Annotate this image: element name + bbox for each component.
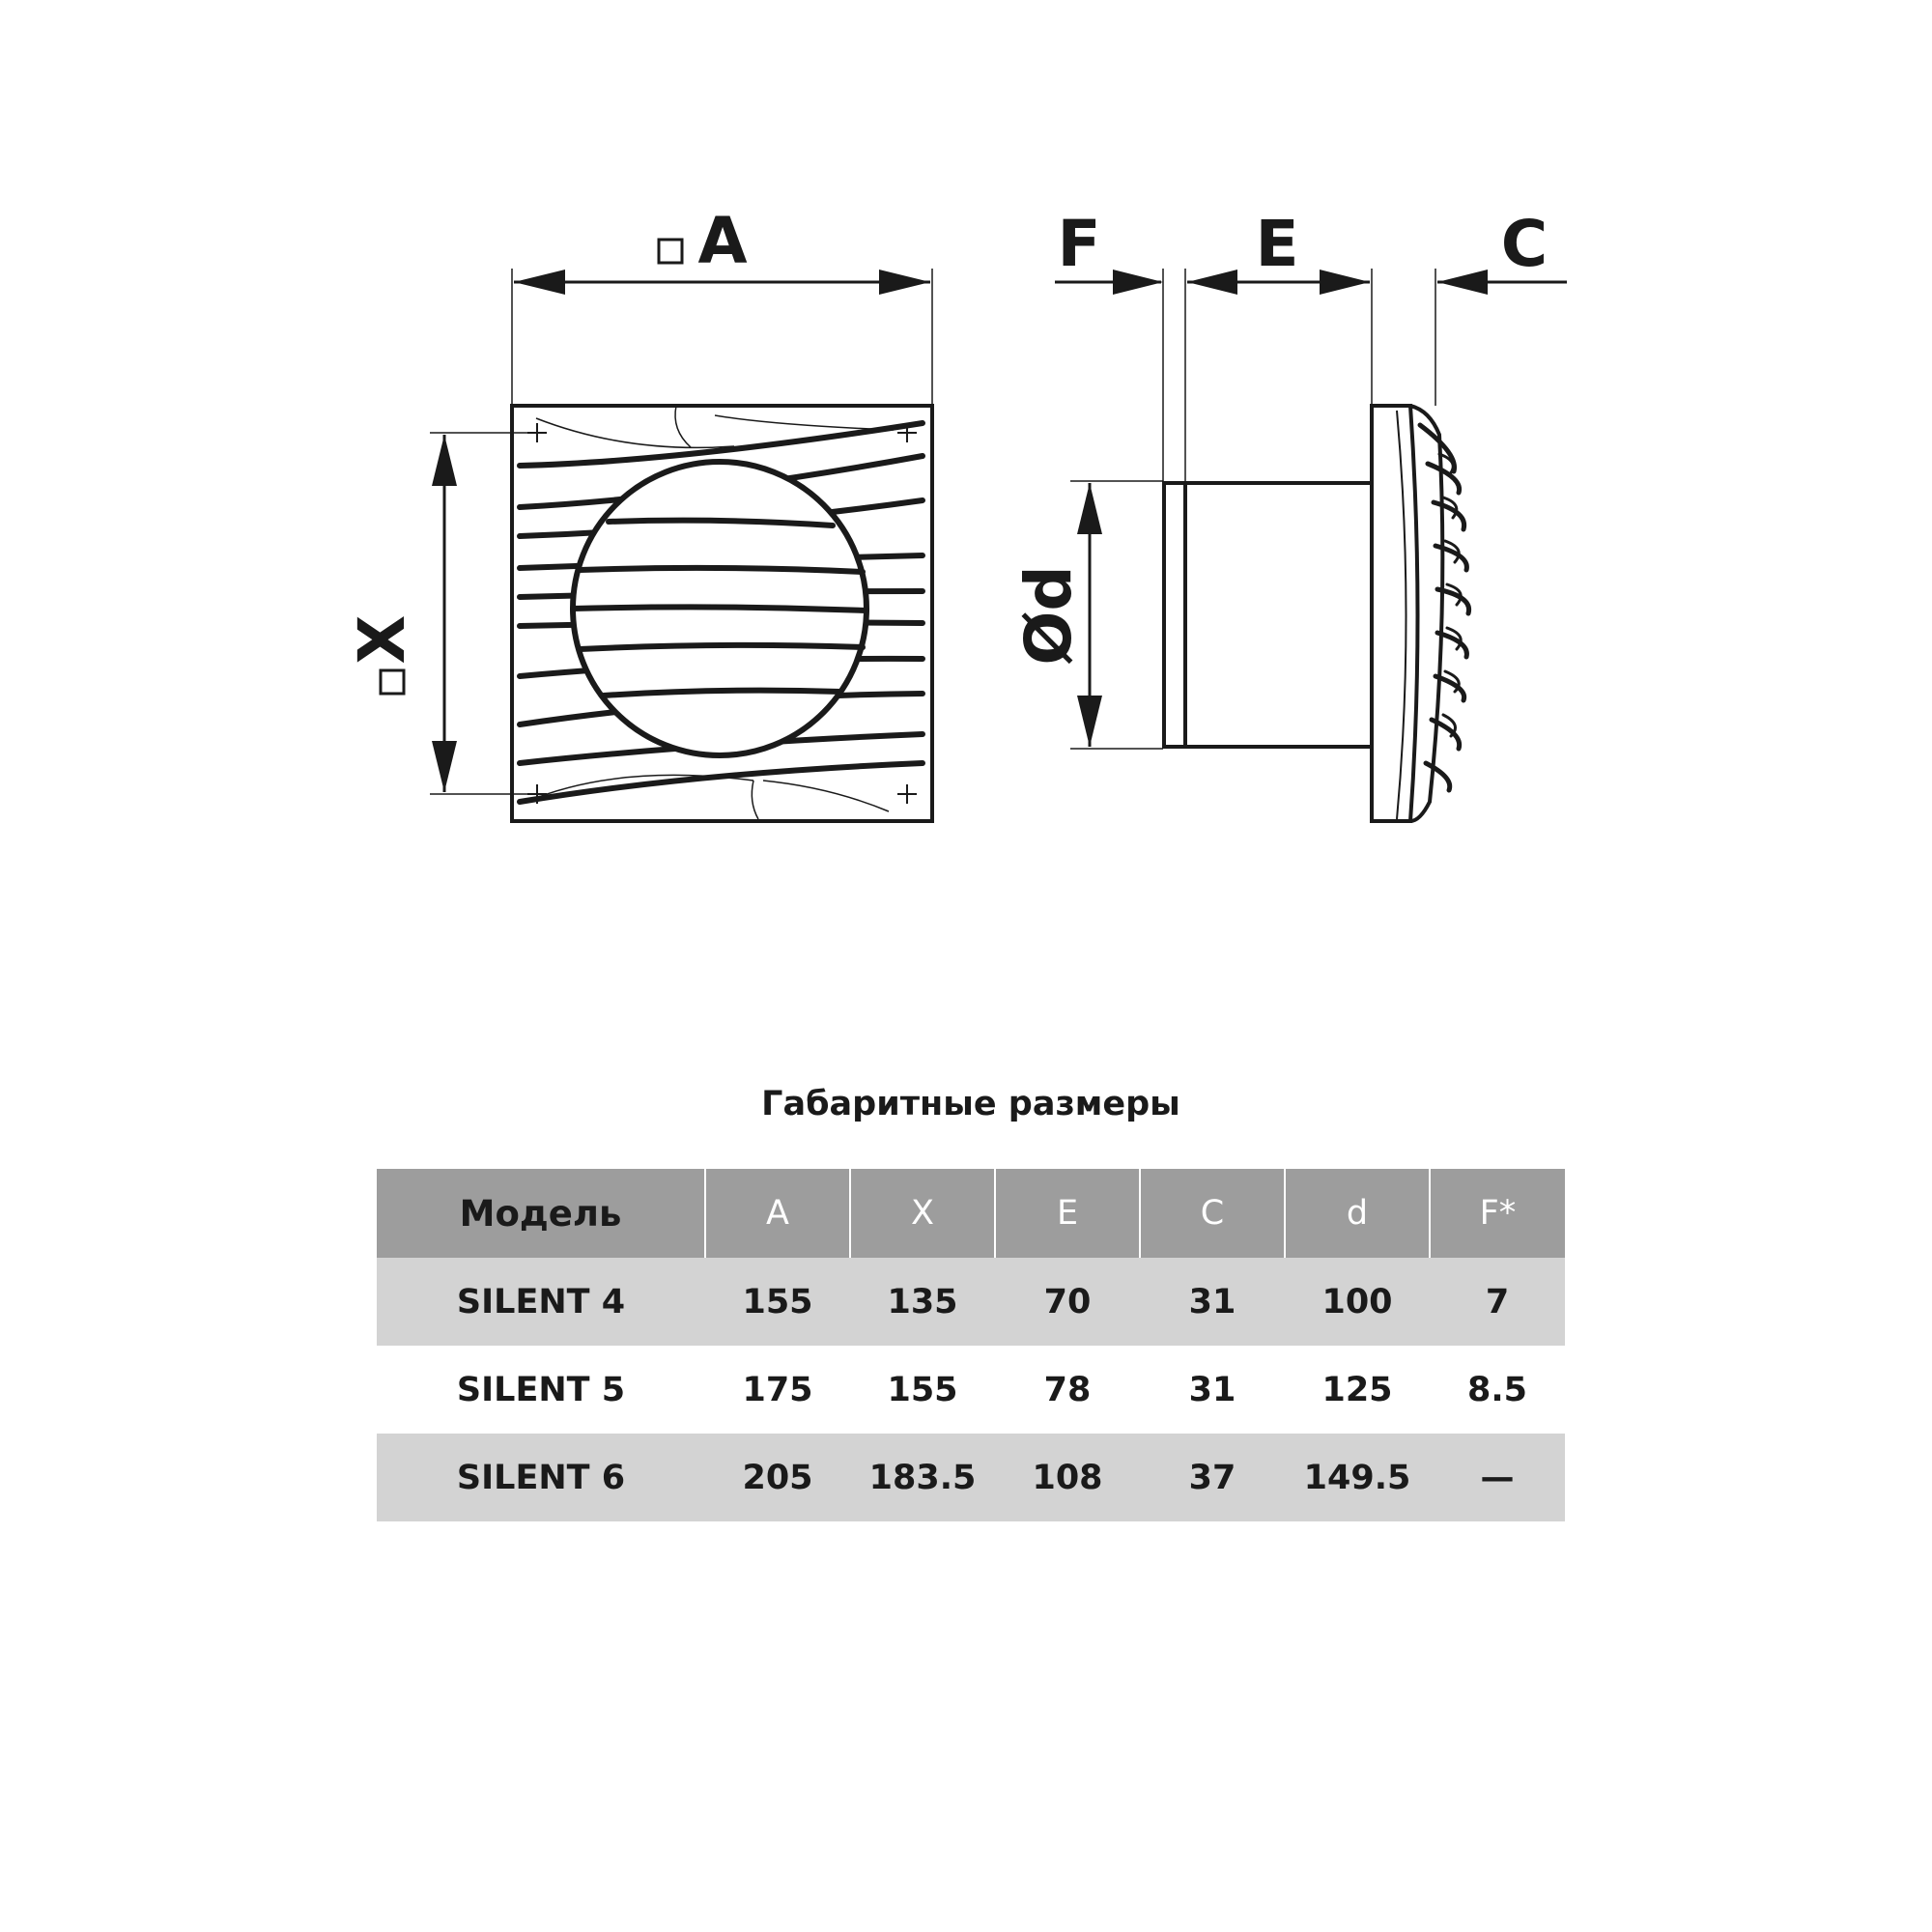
front-plate-profile: [1372, 406, 1418, 821]
table-row: [377, 1258, 1565, 1346]
cell-f: 8.5: [1430, 1346, 1565, 1434]
side-view: [1055, 269, 1567, 821]
dimensions-table: [377, 1169, 1565, 1521]
cell-x: 135: [850, 1258, 995, 1346]
cell-model: SILENT 4: [377, 1258, 705, 1346]
cell-e: 108: [995, 1434, 1140, 1521]
duct-collar: [1164, 483, 1185, 747]
front-view: [430, 269, 932, 821]
cell-model: SILENT 5: [377, 1346, 705, 1434]
header-d: d: [1285, 1169, 1430, 1258]
header-e: E: [995, 1169, 1140, 1258]
cell-model: SILENT 6: [377, 1434, 705, 1521]
cell-x: 155: [850, 1346, 995, 1434]
cell-a: 155: [705, 1258, 850, 1346]
cell-c: 31: [1140, 1258, 1285, 1346]
header-c: C: [1140, 1169, 1285, 1258]
header-f: F*: [1430, 1169, 1565, 1258]
cell-f: —: [1430, 1434, 1565, 1521]
table-row: [377, 1434, 1565, 1521]
label-f: F: [1057, 207, 1101, 281]
cell-e: 78: [995, 1346, 1140, 1434]
table-row: [377, 1346, 1565, 1434]
duct-body: [1185, 483, 1372, 747]
label-a: [659, 204, 748, 278]
cell-f: 7: [1430, 1258, 1565, 1346]
cell-x: 183.5: [850, 1434, 995, 1521]
header-x: X: [850, 1169, 995, 1258]
cell-d: 149.5: [1285, 1434, 1430, 1521]
table-header-row: [377, 1169, 1565, 1258]
label-d: Ød: [1011, 565, 1086, 666]
cell-c: 31: [1140, 1346, 1285, 1434]
cell-d: 100: [1285, 1258, 1430, 1346]
table-title: Габаритные размеры: [761, 1085, 1180, 1123]
label-c: C: [1500, 207, 1548, 281]
label-x-text: X: [345, 614, 419, 665]
cell-e: 70: [995, 1258, 1140, 1346]
label-e: E: [1255, 207, 1299, 281]
cell-a: 205: [705, 1434, 850, 1521]
label-x: [345, 615, 419, 694]
cell-a: 175: [705, 1346, 850, 1434]
cell-c: 37: [1140, 1434, 1285, 1521]
header-model: Модель: [377, 1169, 705, 1258]
cell-d: 125: [1285, 1346, 1430, 1434]
header-a: A: [705, 1169, 850, 1258]
label-a-text: A: [697, 204, 748, 278]
